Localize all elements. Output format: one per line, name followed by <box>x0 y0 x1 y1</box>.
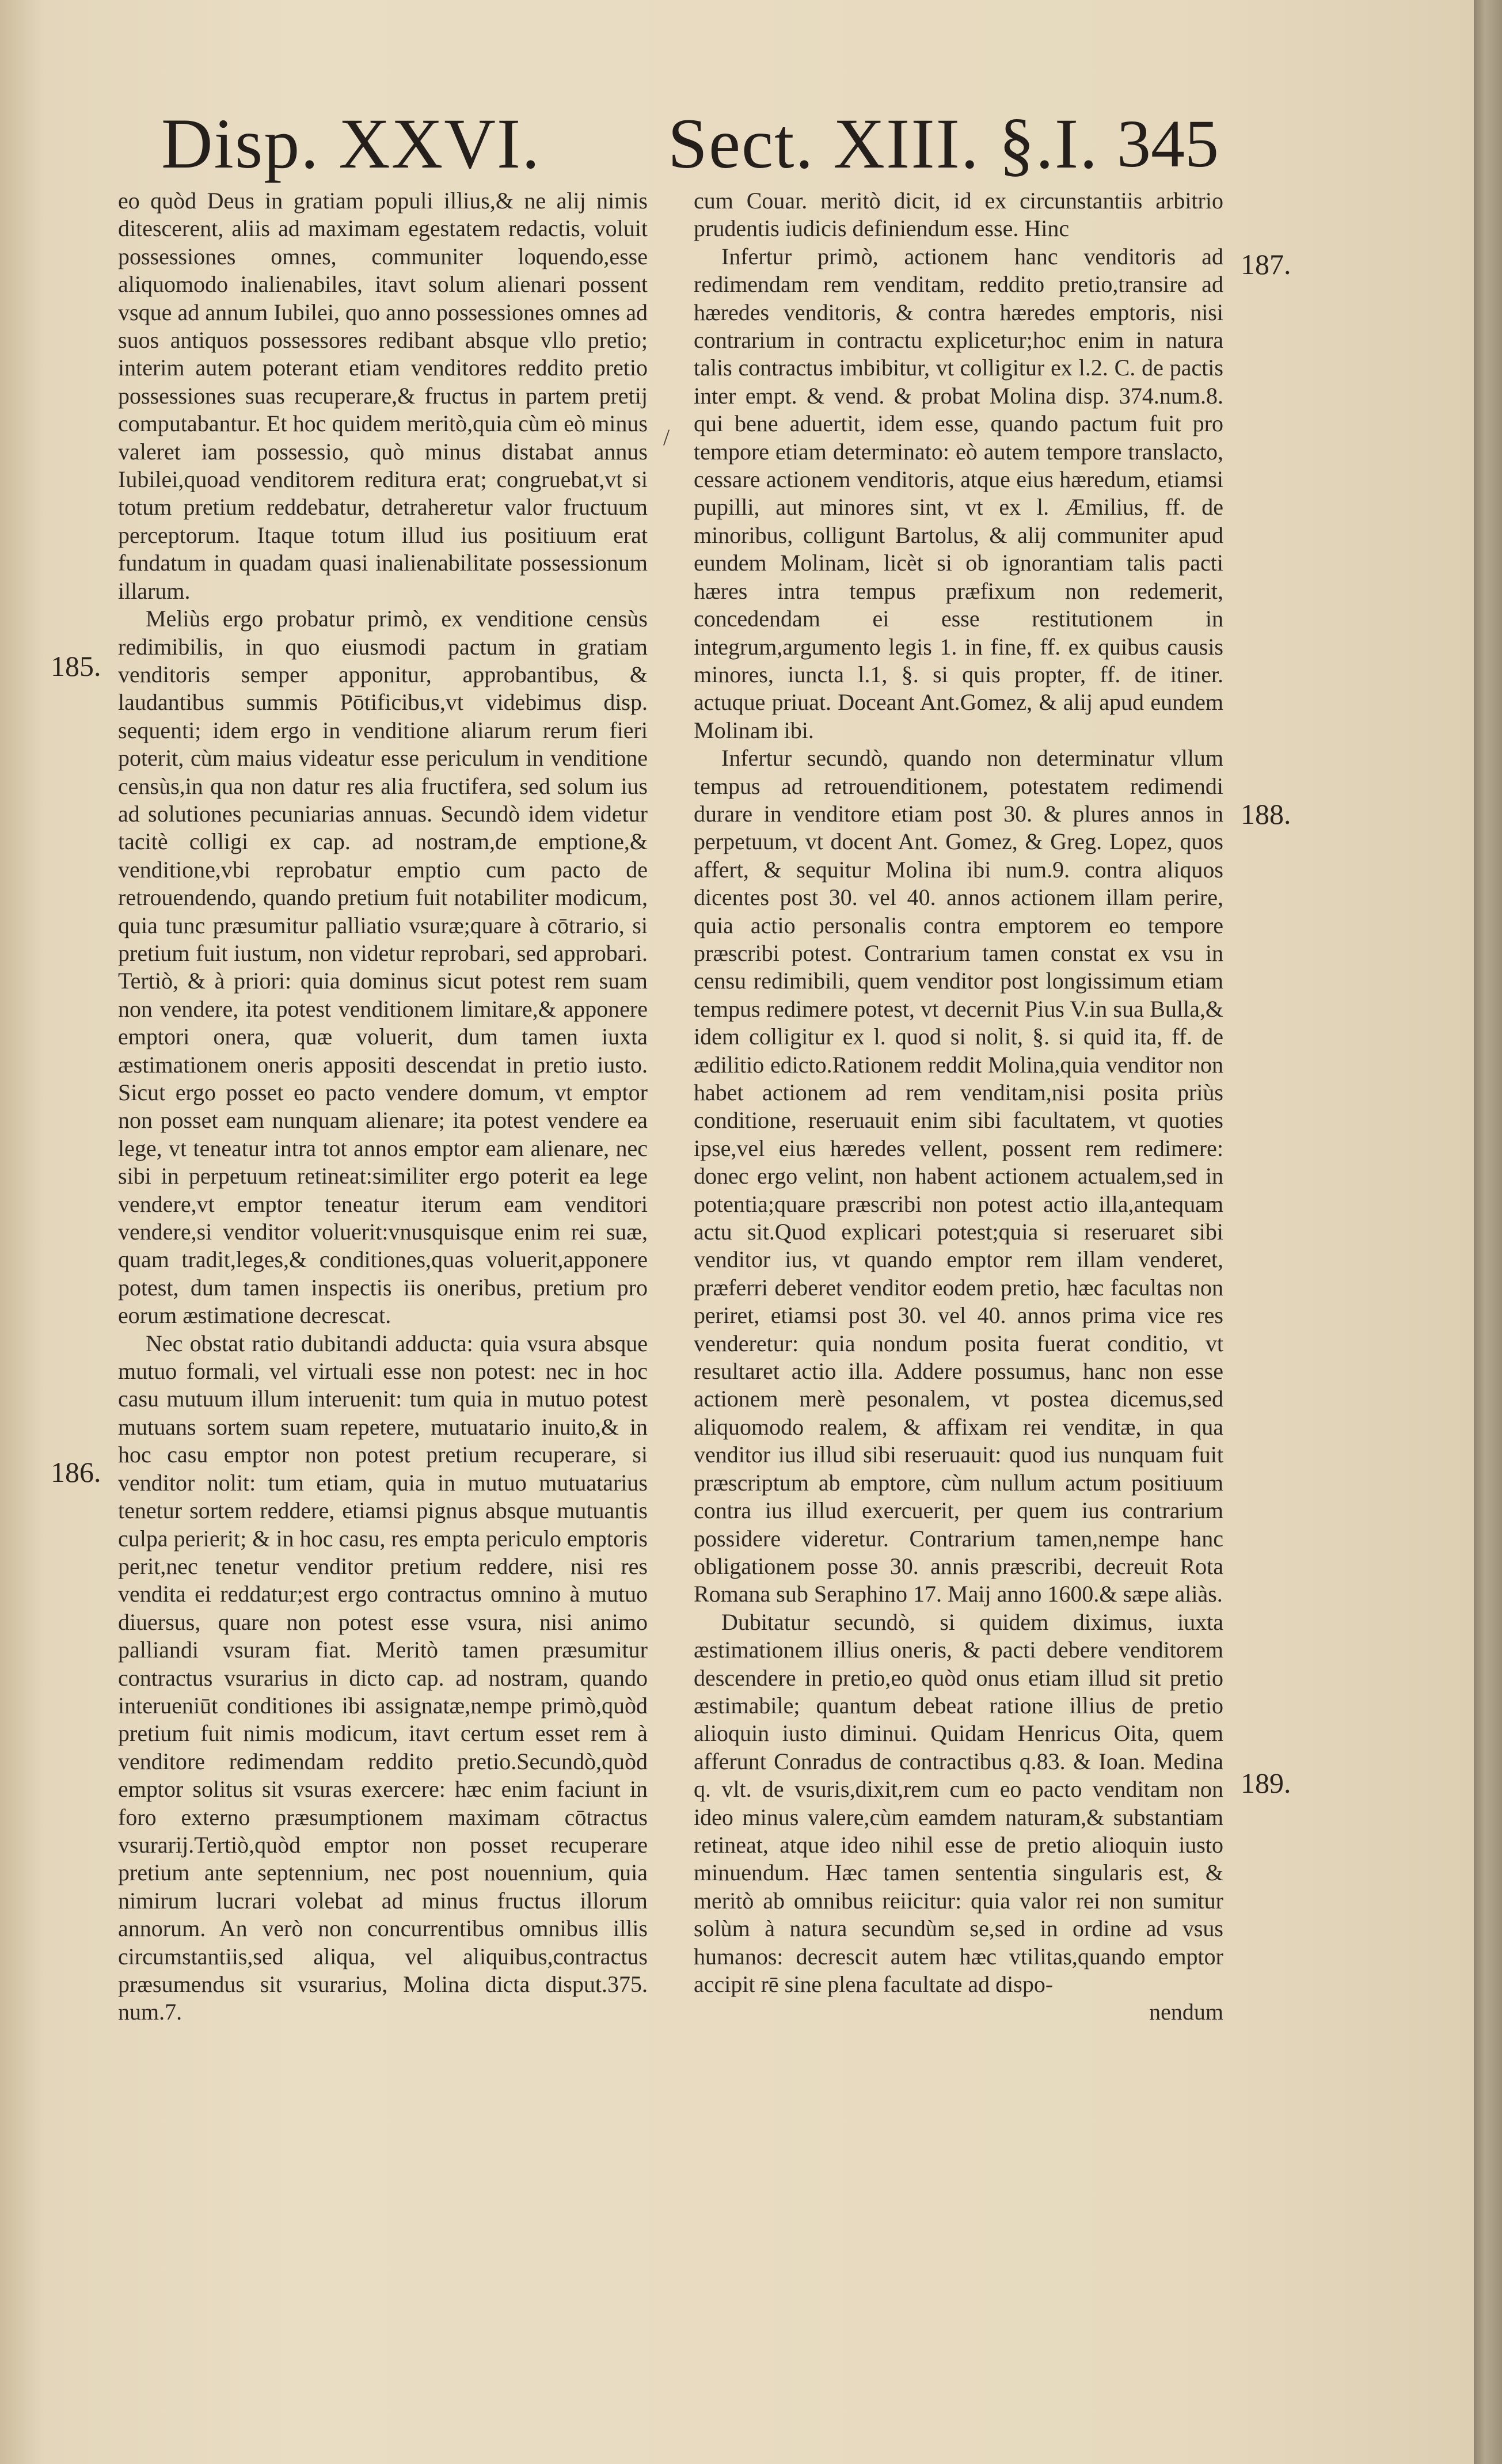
margin-number-186: 186. <box>51 1456 101 1488</box>
margin-number-188: 188. <box>1241 798 1291 830</box>
margin-number-187: 187. <box>1241 248 1291 280</box>
margin-mark: / <box>663 424 670 450</box>
right-paragraph-3: Infertur secundò, quando non determinatur vllum tempus ad retrouenditionem, potestatem redimendi durare in venditore etiam post 30. & plures annos in perpetuum, vt docent Ant. Gomez, & Greg. Lopez, quos affert, & sequitur Molina ibi num.9. contra aliquos dicentes post 30. vel 40. annos actionem illam perire, quia actio personalis contra emptorem eo tempore præscribi potest. Contrarium tamen constat ex vsu in censu redimibili, quem venditor post longissimum etiam tempus redimere potest, vt decernit Pius V.in sua Bulla,& idem colligitur ex l. quod si nolit, §. si quid ita, ff. de ædilitio edicto.Rationem reddit Molina,quia venditor non habet actionem ad rem venditam,nisi posita priùs conditione, reseruauit enim sibi facultatem, vt quoties ipse,vel eius hæredes vellent, possent rem redimere: donec ergo velint, non habent actionem actualem,sed in potentia;quare præscribi non potest actio illa,antequam actu sit.Quod explicari potest;quia si reseruaret sibi venditor ius, vt quando emptor rem illam venderet, præferri deberet venditor eodem pretio, hæc facultas non periret, etiamsi post 30. vel 40. annos prima vice res venderetur: quia nondum posita fuerat conditio, vt resultaret actio illa. Addere possumus, hanc non esse actionem merè pesonalem, vt postea dicemus,sed aliquomodo realem, & affixam rei venditæ, in qua venditor ius illud sibi reseruauit: quod ius nunquam fuit præscriptum ab emptore, cùm nullum actum positiuum contra ius illud exercuerit, per quem ius contrarium possidere videretur. Contrarium tamen,nempe hanc obligationem posse 30. annis præscribi, decreuit Rota Romana sub Seraphino 17. Maij anno 1600.& sæpe aliàs. <box>694 745 1223 1607</box>
left-paragraph-3: Nec obstat ratio dubitandi adducta: quia vsura absque mutuo formali, vel virtuali esse non potest: nec in hoc casu mutuum illum interuenit: tum quia in mutuo potest mutuans sortem suam repetere, mutuatario inuito,& in hoc casu emptor non potest pretium recuperare, si venditor nolit: tum etiam, quia in mutuo mutuatarius tenetur sortem reddere, etiamsi pignus absque mutuantis culpa perierit; & in hoc casu, res empta periculo emptoris perit,nec tenetur venditor pretium reddere, nisi res vendita ei reddatur;est ergo contractus omnino à mutuo diuersus, quare non potest esse vsura, nisi animo palliandi vsuram fiat. Meritò tamen præsumitur contractus vsurarius in dicto cap. ad nostram, quando interueniūt conditiones ibi assignatæ,nempe primò,quòd pretium fuit nimis modicum, itavt certum esset rem à venditore redimendam reddito pretio.Secundò,quòd emptor solitus sit vsuras exercere: hæc enim faciunt in foro externo præsumptionem maximam cōtractus vsurarij.Tertiò,quòd emptor non posset recuperare pretium ante septennium, nec post nouennium, quia nimirum lucrari volebat ad minus fructus illorum annorum. An verò non concurrentibus omnibus illis circumstantiis,sed aliqua, vel aliquibus,contractus præsumendus sit vsurarius, Molina dicta disput.375. num.7. <box>118 1330 648 2025</box>
margin-number-189: 189. <box>1241 1767 1291 1799</box>
margin-number-185: 185. <box>51 650 101 682</box>
right-paragraph-1: cum Couar. meritò dicit, id ex circunstantiis arbitrio prudentis iudicis definiendum esse. Hinc <box>694 188 1223 242</box>
page-number: 345 <box>1117 106 1219 181</box>
right-paragraph-2: Infertur primò, actionem hanc venditoris ad redimendam rem venditam, reddito pretio,transire ad hæredes venditoris, & contra hæredes emptoris, nisi contrarium in contractu explicetur;hoc enim in natura talis contractus imbibitur, vt colligitur ex l.2. C. de pactis inter empt. & vend. & probat Molina disp. 374.num.8. qui bene aduertit, idem esse, quando pactum fuit pro tempore etiam determinato: eò autem tempore translacto, cessare actionem venditoris, atque eius hæredum, etiamsi pupilli, aut minores sint, vt ex l. Æmilius, ff. de minoribus, colligunt Bartolus, & alij communiter apud eundem Molinam, licèt si ob ignorantiam talis pacti hæres intra tempus præfixum non redemerit, concedendam ei esse restitutionem in integrum,argumento legis 1. in fine, ff. ex quibus causis minores, iuncta l.1, §. si quis propter, ff. de itiner. actuque priuat. Doceant Ant.Gomez, & alij apud eundem Molinam ibi. <box>694 243 1223 743</box>
header-disputation: Disp. XXVI. <box>161 104 541 183</box>
header-section: Sect. XIII. §.I. <box>668 104 1099 183</box>
page-edge-binding <box>1474 0 1502 2464</box>
left-column <box>118 187 648 2026</box>
running-header <box>161 104 1313 184</box>
left-paragraph-1: eo quòd Deus in gratiam populi illius,& ne alij nimis ditescerent, aliis ad maximam egestatem redactis, voluit possessiones omnes, communiter loquendo,esse aliquomodo inalienabiles, itavt solum alienari possent vsque ad annum Iubilei, quo anno possessiones omnes ad suos antiquos possessores redibant absque vllo pretio; interim autem poterant etiam venditores reddito pretio possessiones suas recuperare,& fructus in partem pretij computabantur. Et hoc quidem meritò,quia cùm eò minus valeret iam possessio, quò minus distabat annus Iubilei,quoad venditorem reditura erat; congruebat,vt si totum pretium reddebatur, detraheretur valor fructuum perceptorum. Itaque totum illud ius positiuum erat fundatum in quadam quasi inalienabilitate possessionum illarum. <box>118 188 648 604</box>
right-paragraph-4: Dubitatur secundò, si quidem diximus, iuxta æstimationem illius oneris, & pacti debere venditorem descendere in pretio,eo quòd onus etiam illud sit pretio æstimabile; quantum debeat ratione illius de pretio alioquin iusto diminui. Quidam Henricus Oita, quem afferunt Conradus de contractibus q.83. & Ioan. Medina q. vlt. de vsuris,dixit,rem cum eo pacto venditam non ideo minus valere,cùm eamdem naturam,& substantiam retineat, atque ideo nihil esse de pretio alioquin iusto minuendum. Hæc tamen sententia singularis est, & meritò ab omnibus reiicitur: quia valor rei non sumitur solùm à natura secundùm se,sed in ordine ad vsus humanos: decrescit autem hæc vtilitas,quando emptor accipit rē sine plena facultate ad dispo- <box>694 1609 1223 1997</box>
left-paragraph-2: Meliùs ergo probatur primò, ex venditione censùs redimibilis, in quo eiusmodi pactum in gratiam venditoris semper apponitur, approbantibus, & laudantibus summis Pōtificibus,vt videbimus disp. sequenti; idem ergo in venditione aliarum rerum fieri poterit, cùm maius videatur esse periculum in venditione censùs,in qua non datur res alia fructifera, sed solum ius ad solutiones pecuniarias annuas. Secundò idem videtur tacitè colligi ex cap. ad nostram,de emptione,& venditione,vbi reprobatur emptio cum pacto de retrouendendo, quando pretium fuit notabiliter modicum, quia tunc præsumitur palliatio vsuræ;quare à cōtrario, si pretium fuit iustum, non videtur reprobari, sed approbari. Tertiò, & à priori: quia dominus sicut potest rem suam non vendere, ita potest venditionem limitare,& apponere emptori onera, quæ voluerit, dum tamen iuxta æstimationem oneris appositi descendat in pretio iusto. Sicut ergo posset eo pacto vendere domum, vt emptor non posset eam nunquam alienare; ita potest vendere ea lege, vt teneatur intra tot annos emptor eam alienare, nec sibi in perpetuum retineat:similiter ergo poterit ea lege vendere,vt emptor teneatur iterum eam venditori vendere,si venditor voluerit:vnusquisque enim rei suæ, quam tradit,leges,& conditiones,quas voluerit,apponere potest, dum tamen inspectis iis oneribus, pretium pro eorum æstimatione decrescat. <box>118 606 648 1329</box>
right-column <box>694 187 1223 2026</box>
catchword: nendum <box>1149 1999 1223 2025</box>
